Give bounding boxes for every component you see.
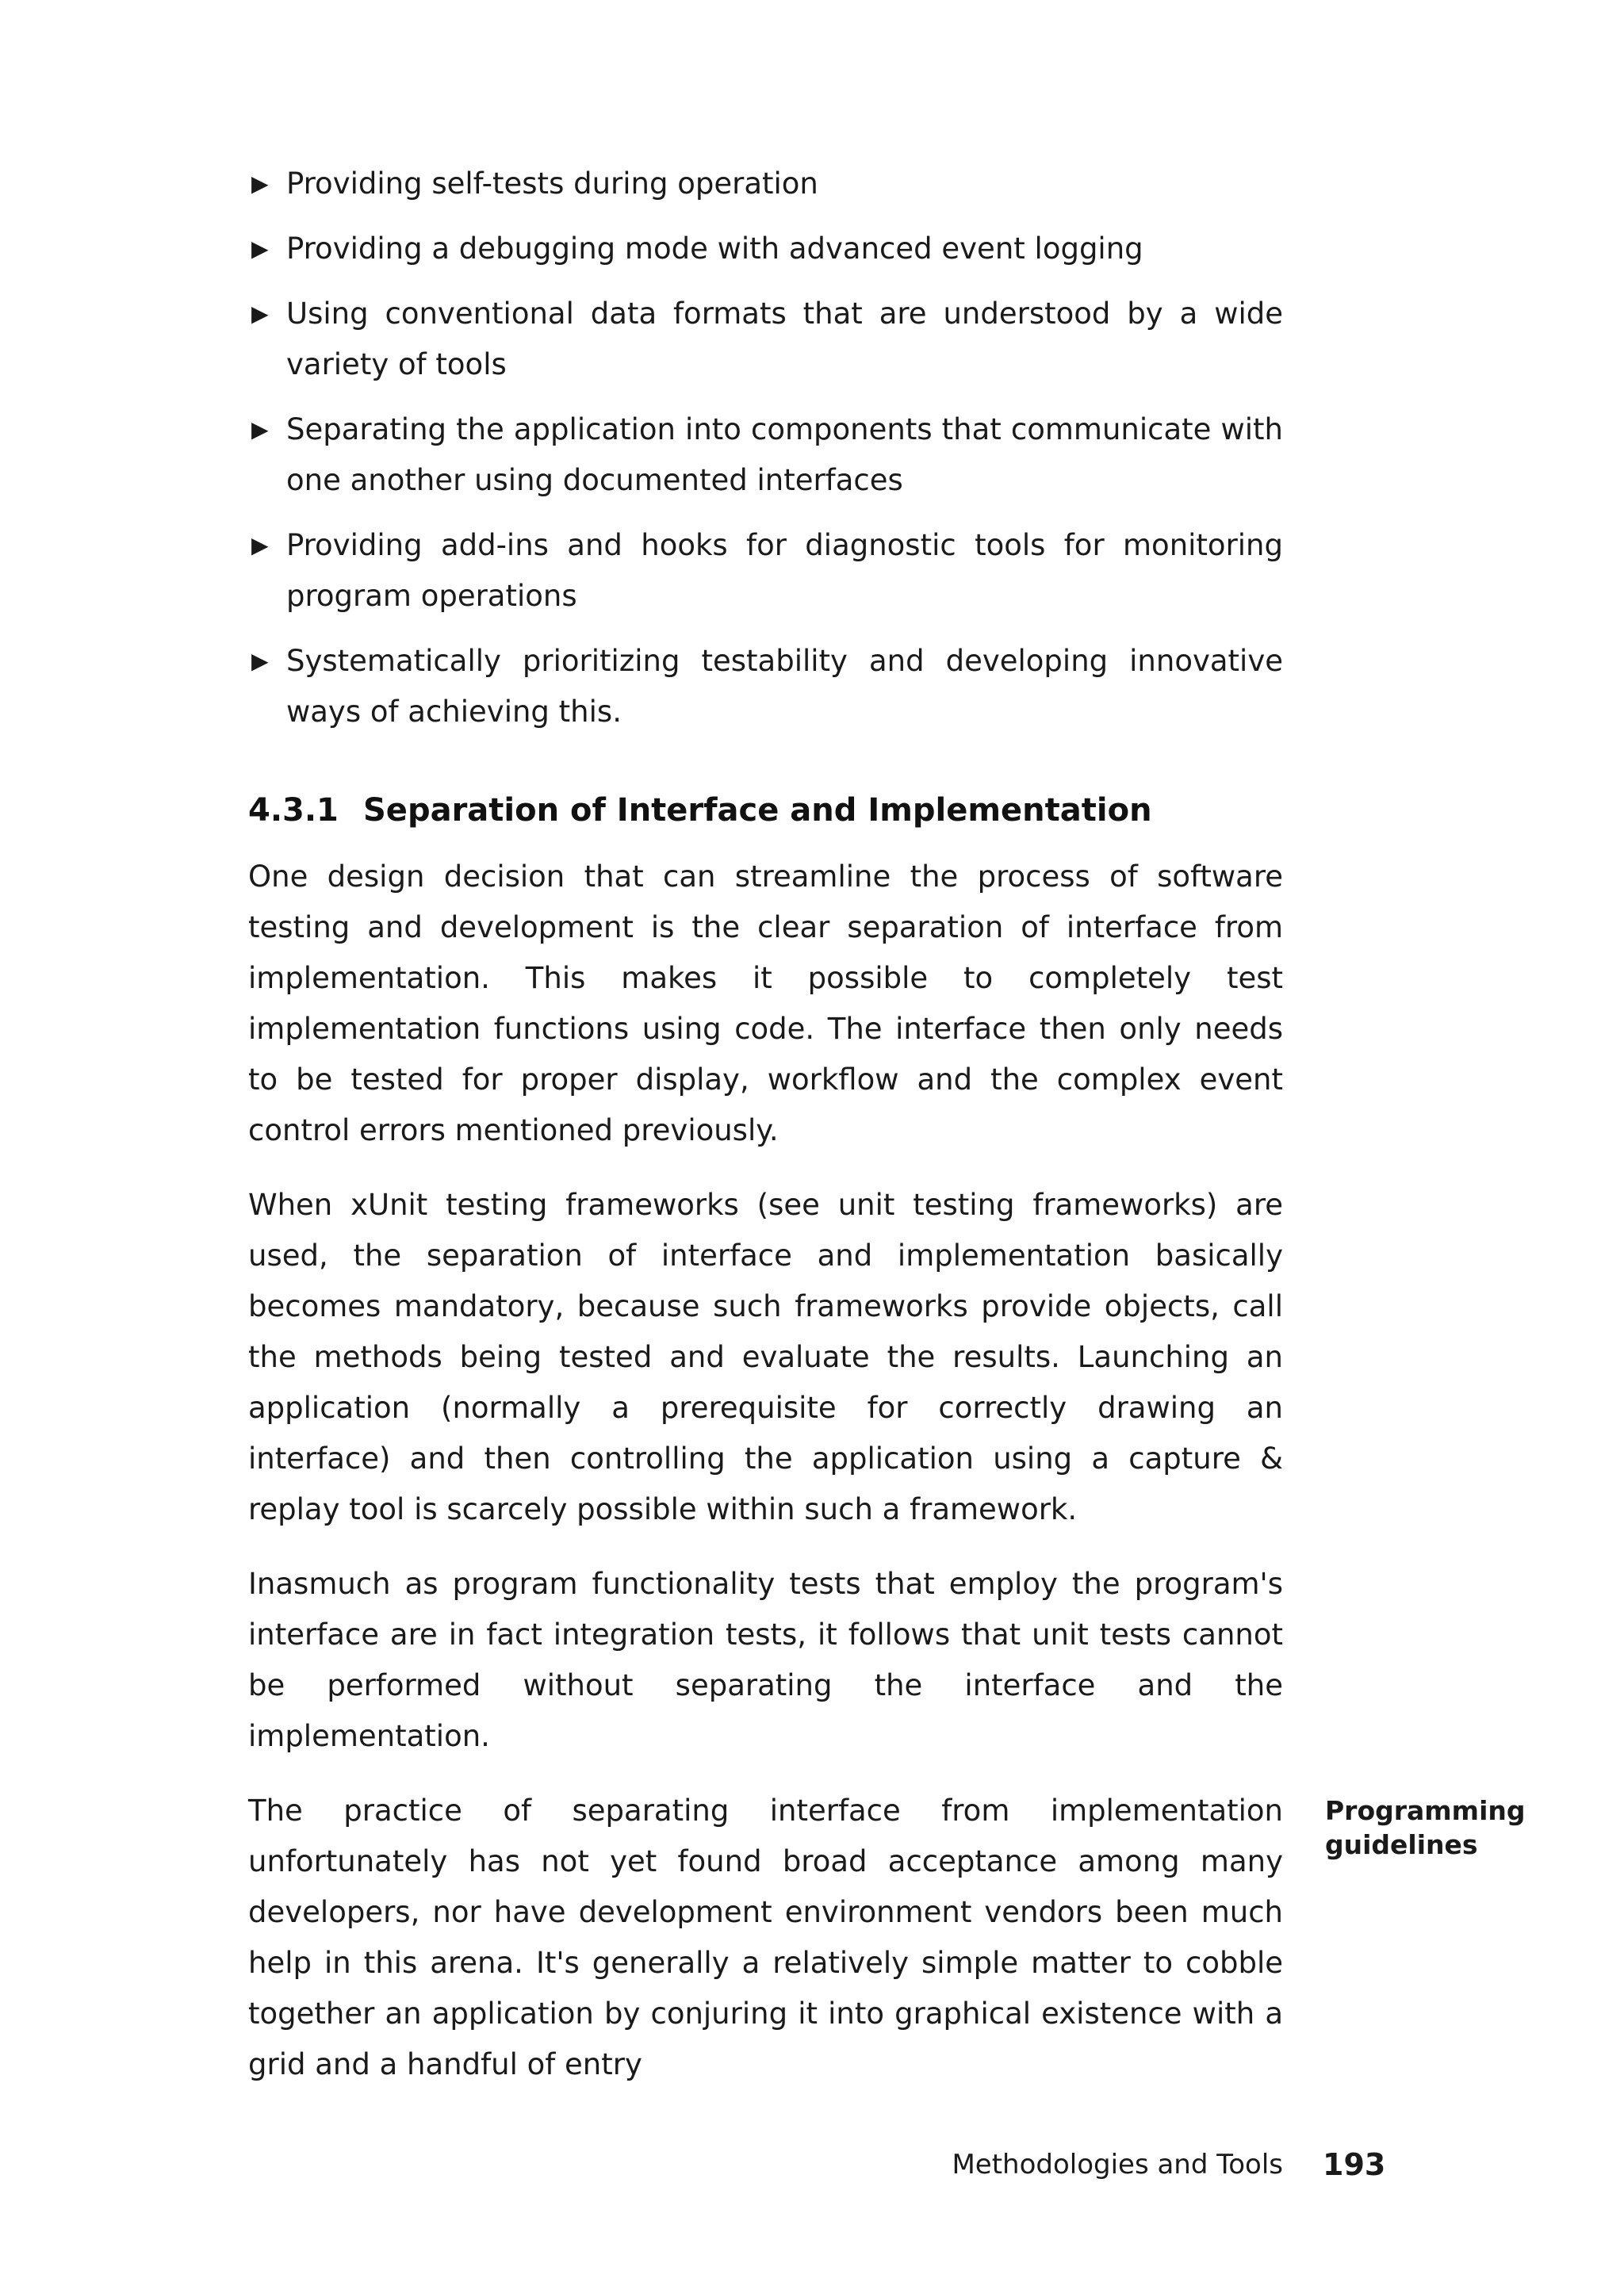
triangle-bullet-icon: ▶ [251, 416, 269, 442]
section-number: 4.3.1 [248, 792, 339, 829]
list-item-text: Providing a debugging mode with advanced event logging [286, 232, 1143, 266]
paragraph: When xUnit testing frameworks (see unit testing frameworks) are used, the separation of interface and implementation basically becomes mandatory, because such frameworks provide objects, call the methods being tested and evaluate the results. Launching an application (normally a prerequisite for correctly drawing an interface) and then controlling the application using a capture & replay tool is scarcely possible within such a framework. [248, 1188, 1283, 1526]
list-item [248, 404, 1283, 506]
main-text-column [248, 159, 1526, 2114]
triangle-bullet-icon: ▶ [251, 235, 269, 262]
paragraph-with-margin-note [248, 1786, 1526, 2090]
list-item-text: Separating the application into components that communicate with one another using documented interfaces [286, 412, 1283, 497]
list-item-text: Systematically prioritizing testability and developing innovative ways of achieving this. [286, 644, 1283, 729]
list-item-text: Providing add-ins and hooks for diagnostic tools for monitoring program operations [286, 528, 1283, 613]
triangle-bullet-icon: ▶ [251, 301, 269, 327]
paragraph: The practice of separating interface from implementation unfortunately has not yet found broad acceptance among many developers, nor have development environment vendors been much help in this arena. It's generally a relatively simple matter to cobble together an application by conjuring it into graphical existence with a grid and a handful of entry [248, 1794, 1283, 2081]
section-title: Separation of Interface and Implementation [363, 792, 1152, 829]
list-item [248, 224, 1283, 274]
bullet-list [248, 159, 1283, 737]
list-item [248, 636, 1283, 737]
section-heading [248, 785, 1283, 836]
running-footer-title: Methodologies and Tools [952, 2149, 1283, 2181]
list-item-text: Providing self-tests during operation [286, 167, 818, 201]
triangle-bullet-icon: ▶ [251, 648, 269, 674]
list-item [248, 289, 1283, 390]
paragraph: One design decision that can streamline the process of software testing and development is the clear separation of interface from implementation. This makes it possible to completely test implementation functions using code. The interface then only needs to be tested for proper display, workflow and the complex event control errors mentioned previously. [248, 860, 1283, 1147]
triangle-bullet-icon: ▶ [251, 170, 269, 197]
list-item [248, 520, 1283, 622]
triangle-bullet-icon: ▶ [251, 532, 269, 558]
list-item [248, 159, 1283, 209]
margin-note: Programming guidelines [1325, 1795, 1526, 1860]
page-footer [0, 2141, 1624, 2188]
paragraph: Inasmuch as program functionality tests that employ the program's interface are in fact integration tests, it follows that unit tests cannot be performed without separating the interface and the implementation. [248, 1567, 1283, 1753]
list-item-text: Using conventional data formats that are understood by a wide variety of tools [286, 297, 1283, 381]
page-number: 193 [1323, 2147, 1386, 2182]
